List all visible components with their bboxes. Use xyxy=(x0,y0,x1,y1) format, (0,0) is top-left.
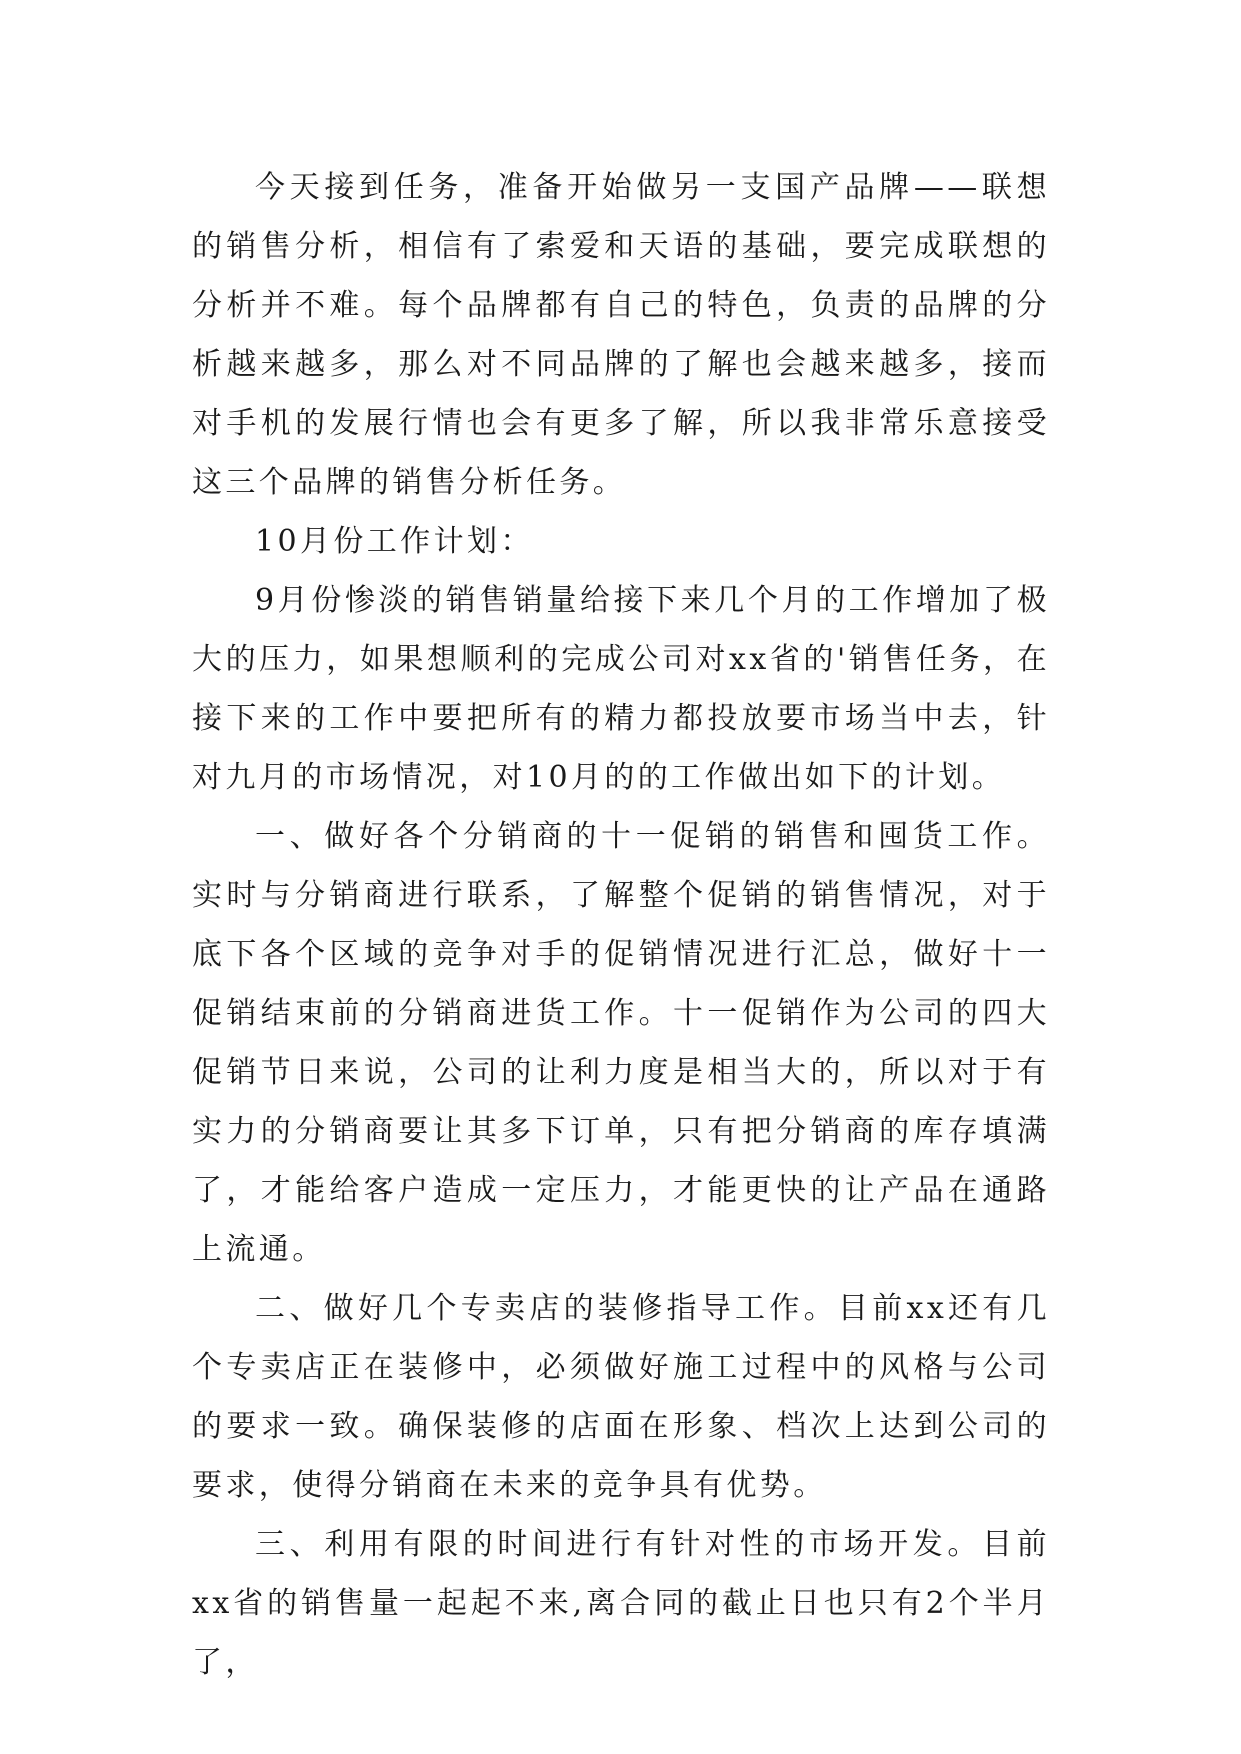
paragraph-item-one: 一、做好各个分销商的十一促销的销售和囤货工作。实时与分销商进行联系，了解整个促销的销售情况，对于底下各个区域的竞争对手的促销情况进行汇总，做好十一促销结束前的分销商进货工作。十一促销作为公司的四大促销节日来说，公司的让利力度是相当大的，所以对于有实力的分销商要让其多下订单，只有把分销商的库存填满了，才能给客户造成一定压力，才能更快的让产品在通路上流通。 xyxy=(192,819,1050,1267)
paragraph-intro: 今天接到任务，准备开始做另一支国产品牌——联想的销售分析，相信有了索爱和天语的基础，要完成联想的分析并不难。每个品牌都有自己的特色，负责的品牌的分析越来越多，那么对不同品牌的了解也会越来越多，接而对手机的发展行情也会有更多了解，所以我非常乐意接受这三个品牌的销售分析任务。 xyxy=(192,170,1050,500)
paragraph-october-plan-heading: 10月份工作计划： xyxy=(255,524,534,559)
paragraph-item-two: 二、做好几个专卖店的装修指导工作。目前xx还有几个专卖店正在装修中，必须做好施工过程中的风格与公司的要求一致。确保装修的店面在形象、档次上达到公司的要求，使得分销商在未来的竞争具有优势。 xyxy=(192,1291,1050,1503)
paragraph-item-three: 三、利用有限的时间进行有针对性的市场开发。目前xx省的销售量一起起不来,离合同的截止日也只有2个半月了， xyxy=(192,1527,1050,1680)
document-body xyxy=(192,158,1050,1692)
paragraph-september-review: 9月份惨淡的销售销量给接下来几个月的工作增加了极大的压力，如果想顺利的完成公司对xx省的'销售任务，在接下来的工作中要把所有的精力都投放要市场当中去，针对九月的市场情况，对10月的的工作做出如下的计划。 xyxy=(192,583,1050,795)
